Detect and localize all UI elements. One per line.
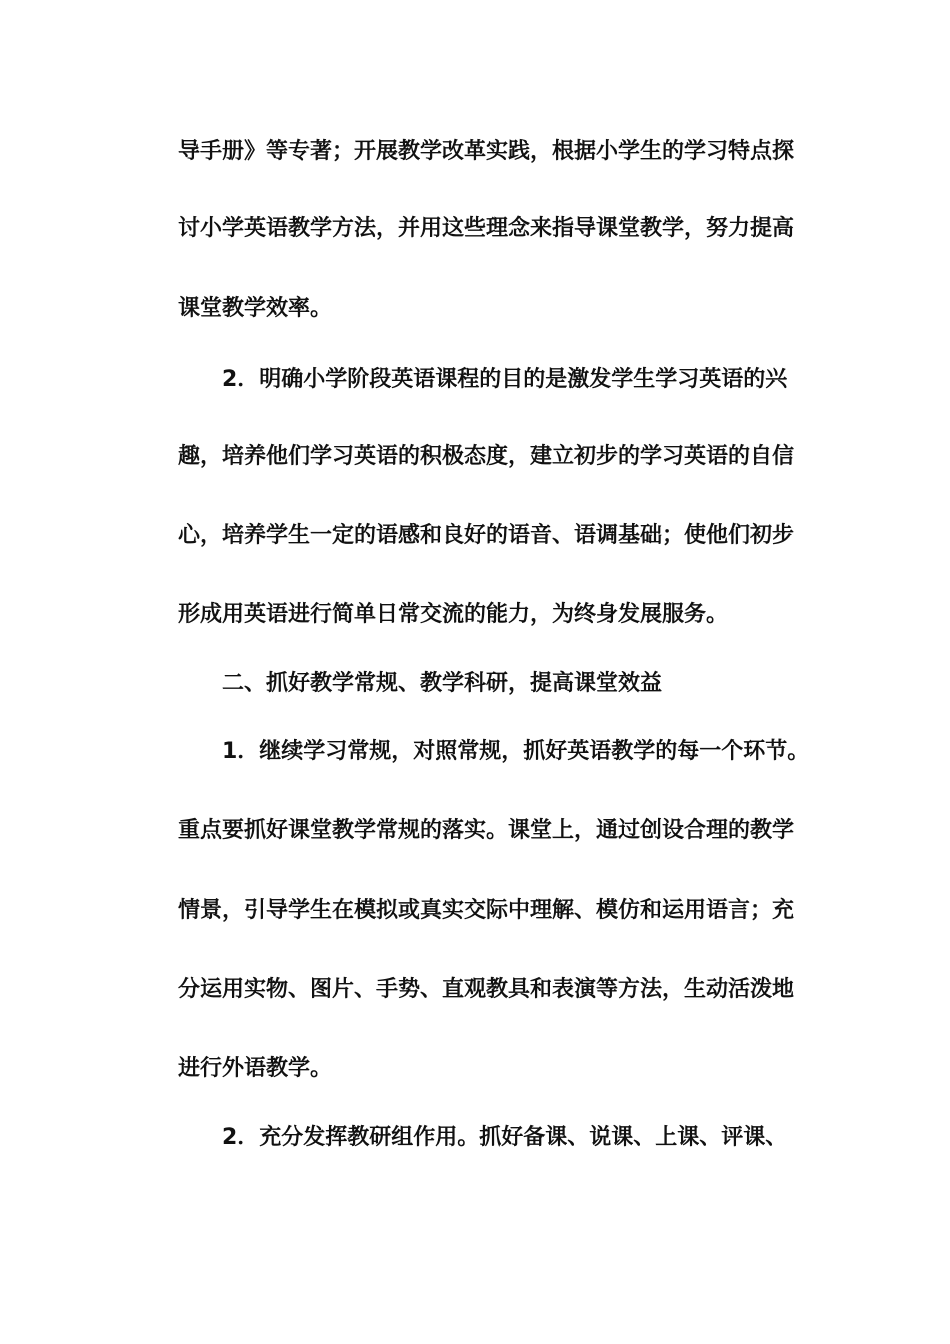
text-line: 导手册》等专著；开展教学改革实践，根据小学生的学习特点探 (178, 139, 795, 164)
text-line: 分运用实物、图片、手势、直观教具和表演等方法，生动活泼地 (178, 977, 795, 1002)
text-line: 1．继续学习常规，对照常规，抓好英语教学的每一个环节。 (222, 739, 810, 764)
text-line: 重点要抓好课堂教学常规的落实。课堂上，通过创设合理的教学 (178, 818, 795, 843)
text-line: 进行外语教学。 (178, 1056, 333, 1081)
text-line: 趣，培养他们学习英语的积极态度，建立初步的学习英语的自信 (178, 444, 795, 469)
text-line: 形成用英语进行简单日常交流的能力，为终身发展服务。 (178, 602, 729, 627)
text-line: 2．充分发挥教研组作用。抓好备课、说课、上课、评课、 (222, 1125, 788, 1150)
section-heading: 二、抓好教学常规、教学科研，提高课堂效益 (222, 671, 663, 696)
text-line: 情景，引导学生在模拟或真实交际中理解、模仿和运用语言；充 (178, 898, 795, 923)
text-line: 课堂教学效率。 (178, 296, 333, 321)
text-line: 心，培养学生一定的语感和良好的语音、语调基础；使他们初步 (178, 523, 795, 548)
text-line: 2．明确小学阶段英语课程的目的是激发学生学习英语的兴 (222, 367, 788, 392)
text-line: 讨小学英语教学方法，并用这些理念来指导课堂教学，努力提高 (178, 216, 795, 241)
